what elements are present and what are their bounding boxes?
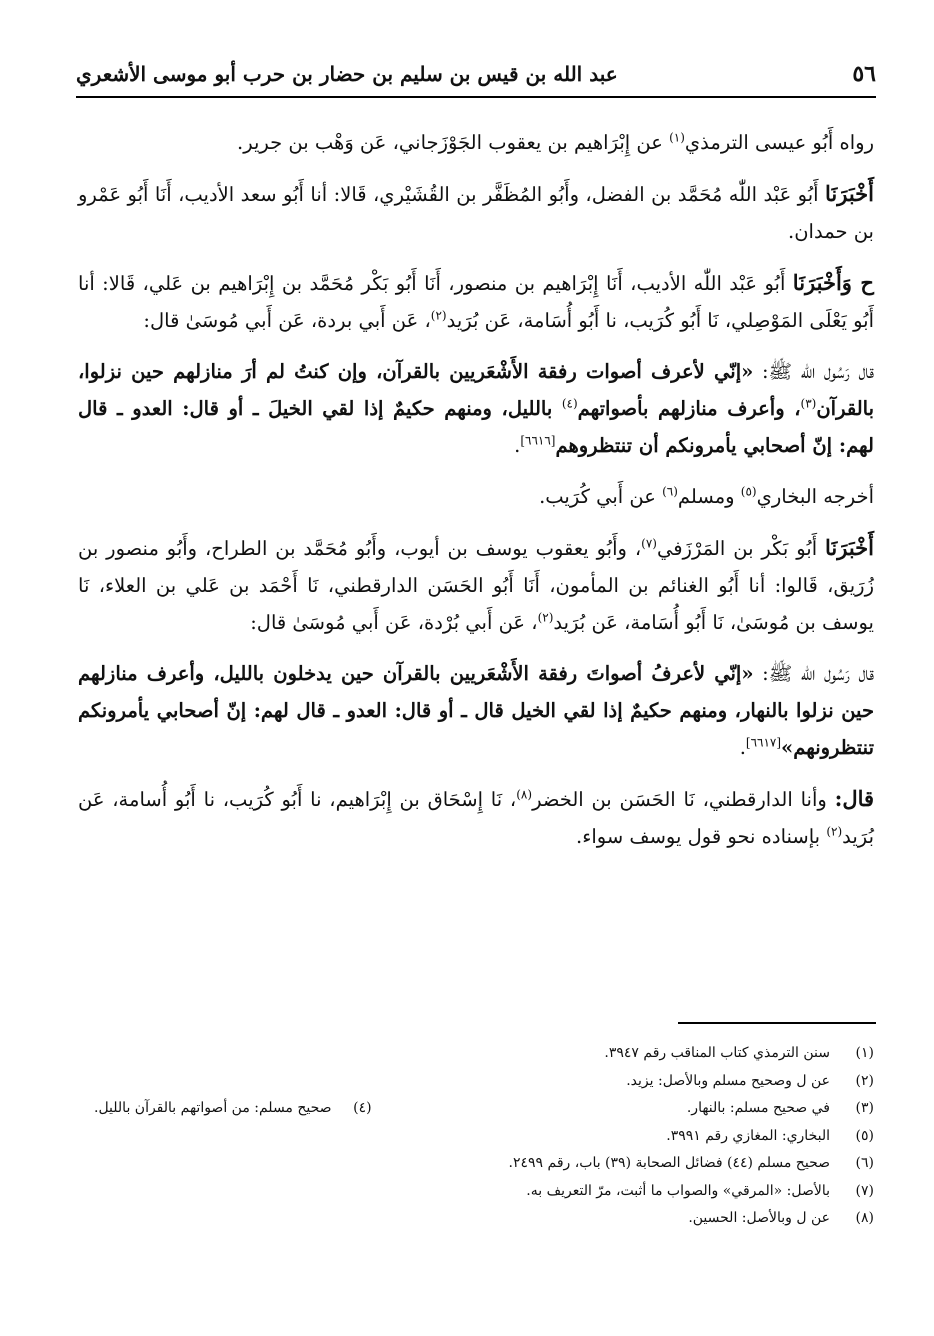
footnote-text: في صحيح مسلم: بالنهار. <box>686 1100 830 1116</box>
text-segment: قال رَسُول اللّٰه ﷺ: <box>753 360 874 383</box>
paragraph-lead: أَخْبَرَنَا <box>825 535 874 560</box>
text-segment: أخرجه البخاري <box>756 485 874 508</box>
text-segment: عن إِبْرَاهيم بن يعقوب الجَوْزَجاني، عَن وَهْب بن جرير. <box>237 131 670 154</box>
hadith-text: «إنّي لأعرفُ أصواتَ رفقة الأَشْعَريين بالقرآن حين يدخلون بالليل، وأعرف منازلهم حين نزلوا بالنهار، ومنهم حكيمٌ إذا لقي الخيل قال ـ أو قال: العدو ـ قال لهم: إنّ أصحابي يأمرونكم تنتظرونهم» <box>78 662 874 759</box>
text-segment: رواه أَبُو عيسى الترمذي <box>684 131 874 154</box>
footnote <box>78 1150 874 1178</box>
text-segment: . <box>739 736 746 759</box>
footnote-number: (٧) <box>855 1182 874 1199</box>
footnote-ref: (٤) <box>561 396 578 411</box>
footnote-ref: (٥) <box>740 484 757 499</box>
text-segment: ومسلم <box>677 485 741 508</box>
footnote-number: (١) <box>855 1045 874 1061</box>
paragraph-lead: قال: <box>834 786 875 811</box>
footnote-number: (٦) <box>855 1155 874 1171</box>
footnote <box>78 1123 874 1151</box>
text-segment: . <box>514 434 521 457</box>
footnote-number: (٢) <box>855 1072 874 1089</box>
footnote-number: (٨) <box>855 1210 874 1226</box>
footnote <box>78 1095 372 1123</box>
text-segment: أَبُو بَكْر بن المَرْزَفي <box>656 537 826 560</box>
paragraph <box>78 124 874 161</box>
page-number: ٥٦ <box>852 61 876 87</box>
text-segment: ، عَن أَبي بُرْدة، عَن أَبي مُوسَىٰ قال: <box>250 611 538 634</box>
footnote-text: صحيح مسلم (٤٤) فضائل الصحابة (٣٩) باب، رقم ٢٤٩٩. <box>508 1155 830 1171</box>
footnote-separator <box>678 1022 876 1024</box>
footnote-ref: [٦٦١٦] <box>520 433 556 448</box>
text-segment: أَبُو عَبْد اللّٰه مُحَمَّد بن الفضل، وأَبُو المُظَفَّر بن القُشَيْري، قَالا: أنا أَبُو سعد الأديب، أَنَا أَبُو عَمْرو بن حمدان. <box>78 183 874 243</box>
paragraph <box>78 175 874 250</box>
footnote <box>78 1095 874 1123</box>
footnote-number: (٣) <box>855 1100 874 1116</box>
paragraph <box>78 264 874 339</box>
paragraph <box>78 353 874 464</box>
text-segment: ، نَا إِسْحَاق بن إِبْرَاهيم، نا أَبُو كُرَيب، نا أَبُو أُسامة، عَن بُرَيد <box>78 788 874 848</box>
text-segment: وأنا الدارقطني، نَا الحَسَن بن الخضر <box>532 788 835 811</box>
paragraph-lead: أَخْبَرَنَا <box>825 181 874 206</box>
footnote <box>78 1040 874 1068</box>
text-segment: ، عَن أَبي بردة، عَن أَبي مُوسَىٰ قال: <box>143 309 431 332</box>
main-text <box>78 124 874 869</box>
hadith-text: ، وأعرف منازلهم بأصواتهم <box>577 397 801 420</box>
text-segment: أَبُو عَبْد اللّٰه الأديب، أَنَا إِبْرَاهيم بن منصور، أَنَا أَبُو بَكْر مُحَمَّد بن إِبْرَاهيم بن عَلي، قَالا: أنا أَبُو يَعْلَى المَوْصِلي، نَا أَبُو كُرَيب، نا أَبُو أُسَامة، عَن بُرَيد <box>78 272 874 332</box>
footnote-ref: [٦٦١٧] <box>745 735 782 750</box>
footnote-text: عن ل وصحيح مسلم وبالأصل: يزيد. <box>626 1072 830 1089</box>
header-rule <box>76 96 876 98</box>
paragraph <box>78 478 874 515</box>
paragraph <box>78 780 874 855</box>
page-header <box>76 52 876 96</box>
paragraph <box>78 529 874 641</box>
footnote-text: البخاري: المغازي رقم ٣٩٩١. <box>666 1127 830 1144</box>
hadith-text: «إنّي لأعرف أصوات رفقة الأَشْعَريين بالقرآن، وإن كنتُ لم أرَ منازلهم حين نزلوا، بالقرآن <box>78 360 874 420</box>
footnote-text: عن ل وبالأصل: الحسين. <box>688 1210 830 1226</box>
footnotes <box>78 1040 874 1233</box>
footnote <box>78 1205 874 1233</box>
footnote-number: (٥) <box>855 1127 874 1144</box>
footnote-ref: (٢) <box>430 308 447 323</box>
footnote-ref: (٧) <box>641 536 657 551</box>
footnote-ref: (٢) <box>537 610 554 625</box>
footnote-ref: (٨) <box>516 787 533 802</box>
footnote-text: بالأصل: «المرقي» والصواب ما أثبت، مرّ التعريف به. <box>526 1182 830 1199</box>
footnote <box>78 1178 874 1206</box>
footnote-ref: (٦) <box>662 484 678 499</box>
text-segment: ، وأَبُو يعقوب يوسف بن أيوب، وأَبُو مُحَمَّد بن الطراح، وأَبُو منصور بن زُرَيق، قَالوا: أنا أَبُو الغنائم بن المأمون، أَنَا أَبُو الحَسَن الدارقطني، نَا أَحْمَد بن عَلي بن العلاء، نَا يوسف بن مُوسَىٰ، نَا أَبُو أُسَامة، عَن بُرَيد <box>78 537 874 634</box>
paragraph <box>78 655 874 766</box>
footnote-ref: (١) <box>669 130 685 145</box>
text-segment: عن أَبي كُرَيب. <box>539 485 663 508</box>
running-title: عبد الله بن قيس بن سليم بن حضار بن حرب أبو موسى الأشعري <box>76 62 618 86</box>
hadith-text: بالليل، ومنهم حكيمٌ إذا لقي الخيلَ ـ أو قال: العدو ـ قال لهم: إنّ أصحابي يأمرونكم أن تنتظروهم <box>78 397 874 457</box>
footnote-number: (٤) <box>353 1100 372 1116</box>
footnote-ref: (٣) <box>800 396 817 411</box>
footnote <box>78 1068 874 1096</box>
text-segment: قال رَسُول اللّٰه ﷺ: <box>753 662 874 685</box>
footnote-text: صحيح مسلم: من أصواتهم بالقرآن بالليل. <box>94 1100 332 1116</box>
footnote-text: سنن الترمذي كتاب المناقب رقم ٣٩٤٧. <box>604 1045 830 1061</box>
paragraph-lead: ح وَأَخْبَرَنَا <box>792 270 874 295</box>
footnote-ref: (٢) <box>826 824 843 839</box>
text-segment: بإسناده نحو قول يوسف سواء. <box>576 825 827 848</box>
